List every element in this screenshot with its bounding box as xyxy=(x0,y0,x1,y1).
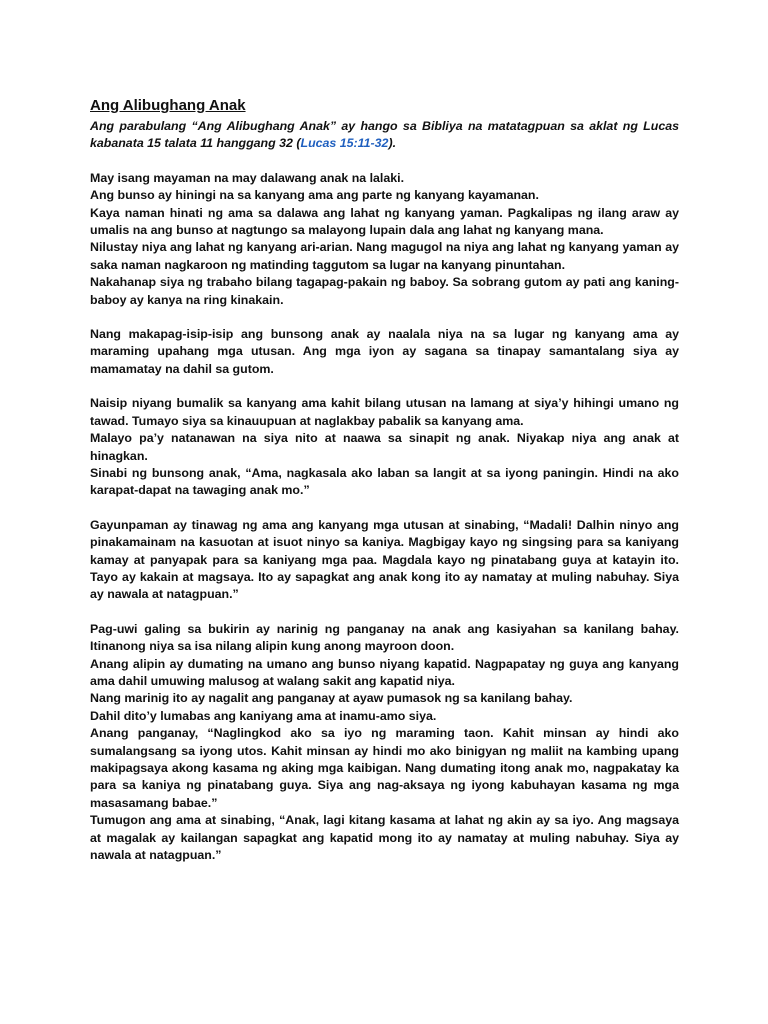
section-4 xyxy=(90,517,679,604)
paragraph-line: Dahil dito’y lumabas ang kaniyang ama at inamu-amo siya. xyxy=(90,708,437,723)
paragraph-line: Pag-uwi galing sa bukirin ay narinig ng panganay na anak ang kasiyahan sa kanilang bahay. Itinanong niya sa isa nilang alipin kung anong mayroon doon. xyxy=(90,621,679,654)
paragraph-line: Nang makapag-isip-isip ang bunsong anak ay naalala niya na sa lugar ng kanyang ama ay maraming upahang mga utusan. Ang mga iyon ay sagana sa tinapay samantalang siya ay mamamatay na dahil sa gutom. xyxy=(90,327,679,376)
paragraph-line: Ang bunso ay hiningi na sa kanyang ama ang parte ng kanyang kayamanan. xyxy=(90,188,539,203)
document-page xyxy=(90,96,679,864)
intro-text-end: ). xyxy=(388,136,397,151)
paragraph-line: Kaya naman hinati ng ama sa dalawa ang lahat ng kanyang yaman. Pagkalipas ng ilang araw ay umalis na ang bunso at nagtungo sa malayong lupain dala ang lahat ng kanyang mana. xyxy=(90,205,679,238)
paragraph-gap xyxy=(90,604,679,621)
paragraph-gap xyxy=(90,309,679,326)
section-1 xyxy=(90,170,679,309)
paragraph-gap xyxy=(90,378,679,395)
intro-paragraph xyxy=(90,118,679,153)
intro-text: Ang parabulang “Ang Alibughang Anak” ay hango sa Bibliya na matatagpuan sa aklat ng Lucas kabanata 15 talata 11 hanggang 32 ( xyxy=(90,119,679,151)
paragraph-line: Nilustay niya ang lahat ng kanyang ari-arian. Nang magugol na niya ang lahat ng kanyang yaman ay saka naman nagkaroon ng matinding taggutom sa lugar na kanyang pinuntahan. xyxy=(90,240,679,272)
paragraph-line: Malayo pa’y natanawan na siya nito at naawa sa sinapit ng anak. Niyakap niya ang anak at hinagkan. xyxy=(90,431,679,463)
section-3 xyxy=(90,395,679,499)
paragraph-line: Naisip niyang bumalik sa kanyang ama kahit bilang utusan na lamang at siya’y hihingi umano ng tawad. Tumayo siya sa kinauupuan at naglakbay pabalik sa kanyang ama. xyxy=(90,396,679,428)
document-title: Ang Alibughang Anak xyxy=(90,97,246,114)
paragraph-line: Gayunpaman ay tinawag ng ama ang kanyang mga utusan at sinabing, “Madali! Dalhin ninyo ang pinakamainam na kasuotan at isuot ninyo sa kaniya. Magbigay kayo ng singsing para sa kaniyang kamay at panyapak para sa kaniyang mga paa. Magdala kayo ng pinatabang guya at katayin ito. Tayo ay kakain at magsaya. Ito ay sapagkat ang anak kong ito ay namatay at muling nabuhay. Siya ay nawala at natagpuan.” xyxy=(90,517,679,602)
paragraph-line: Sinabi ng bunsong anak, “Ama, nagkasala ako laban sa langit at sa iyong paningin. Hindi na ako karapat-dapat na tawaging anak mo.” xyxy=(90,465,679,498)
paragraph-gap xyxy=(90,500,679,517)
paragraph-line: Nakahanap siya ng trabaho bilang tagapag-pakain ng baboy. Sa sobrang gutom ay pati ang kaning-baboy ay kanya na ring kinakain. xyxy=(90,275,679,307)
section-5 xyxy=(90,621,679,865)
section-2 xyxy=(90,326,679,378)
paragraph-gap xyxy=(90,153,679,170)
paragraph-line: Nang marinig ito ay nagalit ang panganay at ayaw pumasok ng sa kanilang bahay. xyxy=(90,691,573,706)
paragraph-line: Anang alipin ay dumating na umano ang bunso niyang kapatid. Nagpapatay ng guya ang kanyang ama dahil umuwing malusog at walang sakit ang kapatid niya. xyxy=(90,656,679,688)
bible-reference-link[interactable]: Lucas 15:11-32 xyxy=(300,136,389,151)
paragraph-line: May isang mayaman na may dalawang anak na lalaki. xyxy=(90,170,405,185)
paragraph-line: Anang panganay, “Naglingkod ako sa iyo ng maraming taon. Kahit minsan ay hindi ako sumalangsang sa iyong utos. Kahit minsan ay hindi mo ako binigyan ng maliit na kambing upang makipagsaya akong kasama ng aking mga kaibigan. Nang dumating itong anak mo, nagpakatay ka para sa kaniya ng pinatabang guya. Siya ang nag-aksaya ng iyong kabuhayan kasama ng mga masasamang babae.” xyxy=(90,726,679,810)
paragraph-line: Tumugon ang ama at sinabing, “Anak, lagi kitang kasama at lahat ng akin ay sa iyo. Ang magsaya at magalak ay kailangan sapagkat ang kapatid mong ito ay namatay at muling nabuhay. Siya ay nawala at natagpuan.” xyxy=(90,813,679,863)
